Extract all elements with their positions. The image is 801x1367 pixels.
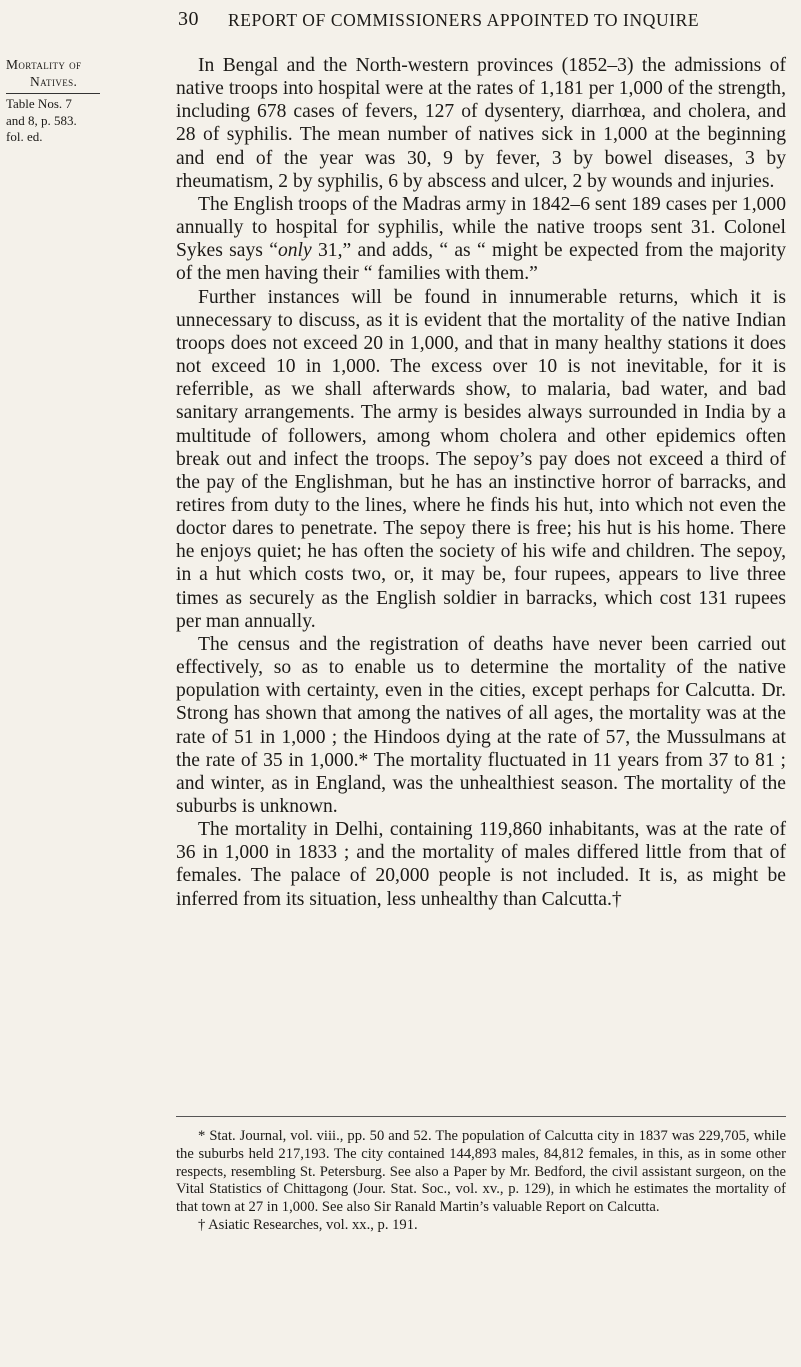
running-head-title: REPORT OF COMMISSIONERS APPOINTED TO INQUIRE bbox=[228, 10, 700, 30]
paragraph-census-registration: The census and the registration of deaths have never been carried out effectively, so as to enable us to determine the mortality of the native population with certainty, even in the cities, except perhaps for Calcutta. Dr. Strong has shown that among the natives of all ages, the mortality was at the rate of 51 in 1,000 ; the Hindoos dying at the rate of 57, the Mussulmans at the rate of 35 in 1,000.* The mortality fluctuated in 11 years from 37 to 81 ; and winter, as in England, was the unhealthiest season. The mortality of the suburbs is unknown. bbox=[176, 633, 786, 817]
margin-table-reference bbox=[6, 96, 164, 146]
margin-section-line1: Mortality of bbox=[6, 57, 82, 72]
p2-text-b: 31,” and adds, “ as “ might be expected from the majority of the men having their “ families with them.” bbox=[176, 240, 786, 285]
footnote-asiatic-researches: † Asiatic Researches, vol. xx., p. 191. bbox=[198, 1216, 418, 1233]
margin-section-line2: Natives. bbox=[6, 73, 100, 94]
paragraph-further-instances: Further instances will be found in innumerable returns, which it is unnecessary to discuss, as it is evident that the mortality of the native Indian troops does not exceed 20 in 1,000, and that in many healthy stations it does not exceed 10 in 1,000. The excess over 10 is not inevitable, for it is referrible, as we shall afterwards show, to malaria, bad water, and bad sanitary arrangements. The army is besides always surrounded in India by a multitude of followers, among whom cholera and other epidemics often break out and infect the troops. The sepoy’s pay does not exceed a third of the pay of the Englishman, but he has an instinctive horror of barracks, and retires from duty to the lines, where he finds his hut, into which not even the doctor dares to penetrate. The sepoy there is free; his hut is his home. There he enjoys quiet; he has often the society of his wife and children. The sepoy, in a hut which costs two, or, it may be, four rupees, appears to live three times as securely as the English soldier in barracks, which cost 131 rupees per man annually. bbox=[176, 286, 786, 632]
paragraph-madras-syphilis bbox=[176, 193, 786, 286]
margin-ref-line1: Table Nos. 7 bbox=[6, 96, 72, 111]
margin-section-heading bbox=[6, 56, 164, 94]
footnote-divider bbox=[176, 1116, 786, 1117]
margin-ref-line2: and 8, p. 583. bbox=[6, 112, 77, 128]
footnote-stat-journal: * Stat. Journal, vol. viii., pp. 50 and 52. The population of Calcutta city in 1837 was 229,705, while the suburbs held 217,193. The city contained 144,893 males, 84,812 females, in this, as in some other respects, resembling St. Petersburg. See also a Paper by Mr. Bedford, the civil assistant surgeon, on the Vital Statistics of Chittagong (Jour. Stat. Soc., vol. xv., p. 129), in which he estimates the mortality of that town at 27 in 1,000. See also Sir Ranald Martin’s valuable Report on Calcutta. bbox=[176, 1128, 786, 1216]
paragraph-bengal-admissions: In Bengal and the North-western provinces (1852–3) the admissions of native troops into hospital were at the rates of 1,181 per 1,000 of the strength, including 678 cases of fevers, 127 of dysentery, diarrhœa, and cholera, and 28 of syphilis. The mean number of natives sick in 1,000 at the beginning and end of the year was 30, 9 by fever, 3 by bowel diseases, 3 by rheumatism, 2 by syphilis, 6 by abscess and ulcer, 2 by wounds and injuries. bbox=[176, 55, 786, 192]
paragraph-delhi-mortality: The mortality in Delhi, containing 119,860 inhabitants, was at the rate of 36 in 1,000 in 1833 ; and the mortality of males differed little from that of females. The palace of 20,000 people is not included. It is, as might be inferred from its situation, less unhealthy than Calcutta.† bbox=[176, 819, 786, 910]
running-head bbox=[178, 8, 778, 38]
p2-emphasis: only bbox=[277, 240, 312, 262]
margin-ref-line3: fol. ed. bbox=[6, 129, 43, 144]
footnotes bbox=[176, 1128, 786, 1235]
main-text bbox=[176, 54, 786, 911]
page-number: 30 bbox=[178, 8, 199, 30]
p2-text-a: The English troops of the Madras army in 1842–6 sent 189 cases per 1,000 annually to hospital for syphilis, while the native troops sent 31. Colonel Sykes says “ bbox=[176, 193, 786, 262]
